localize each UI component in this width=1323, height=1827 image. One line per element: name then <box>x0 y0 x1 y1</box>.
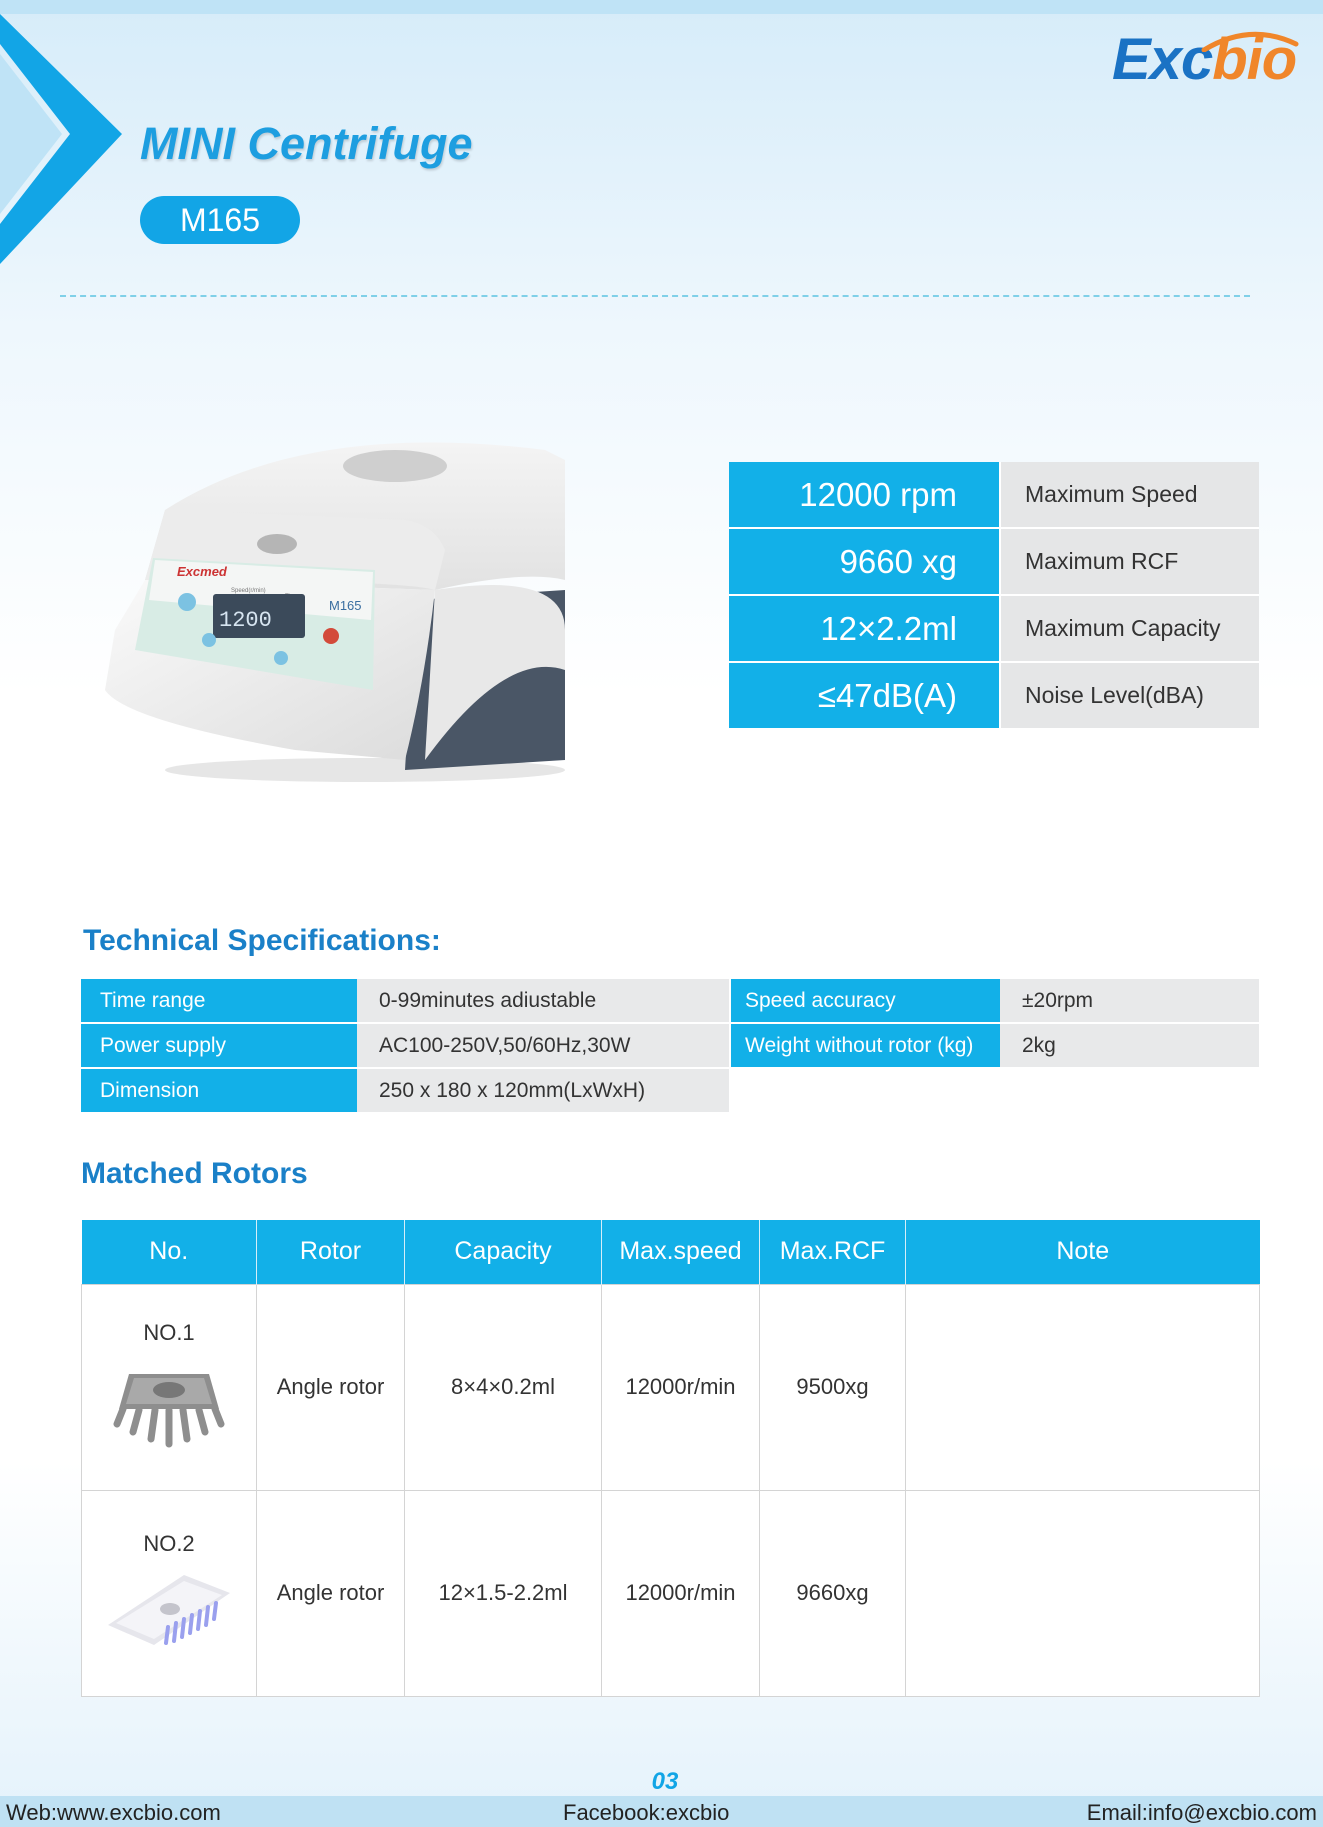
rotor-no-label: NO.1 <box>143 1319 195 1345</box>
angle-rotor-12-tube-image <box>104 1565 234 1650</box>
col-header-no: No. <box>82 1220 257 1284</box>
rotor-capacity-cell: 12×1.5-2.2ml <box>405 1490 602 1696</box>
centrifuge-product-image <box>105 430 575 790</box>
logo-text-bio: bio <box>1212 27 1297 92</box>
key-spec-row <box>729 529 1259 596</box>
rotor-note-cell <box>906 1490 1260 1696</box>
spec-value: ±20rpm <box>1000 979 1259 1024</box>
panel-brand-text: Excmed <box>177 564 227 579</box>
rotor-no-cell <box>82 1284 257 1490</box>
key-spec-value: 9660 xg <box>729 529 999 596</box>
rotor-no-cell <box>82 1490 257 1696</box>
key-spec-label: Maximum Capacity <box>999 596 1259 663</box>
col-header-rotor: Rotor <box>257 1220 405 1284</box>
table-row <box>82 1490 1260 1696</box>
panel-speed-label: Speed(r/min) <box>231 588 266 594</box>
spec-value: AC100-250V,50/60Hz,30W <box>357 1024 729 1069</box>
excbio-logo <box>1112 26 1296 93</box>
rotor-max-rcf-cell: 9660xg <box>760 1490 906 1696</box>
key-spec-row <box>729 663 1259 730</box>
key-spec-value: 12×2.2ml <box>729 596 999 663</box>
spec-key: Speed accuracy <box>729 979 1000 1024</box>
rotor-type-cell: Angle rotor <box>257 1490 405 1696</box>
model-badge: M165 <box>140 196 300 244</box>
top-strip <box>0 0 1323 14</box>
logo-arc-icon <box>1200 28 1300 52</box>
spec-key: Weight without rotor (kg) <box>729 1024 1000 1069</box>
chevron-decoration <box>0 14 130 264</box>
rotor-type-cell: Angle rotor <box>257 1284 405 1490</box>
col-header-capacity: Capacity <box>405 1220 602 1284</box>
key-spec-label: Noise Level(dBA) <box>999 663 1259 730</box>
page-number: 03 <box>651 1768 679 1795</box>
rotor-no-label: NO.2 <box>143 1530 195 1556</box>
spec-empty-cell <box>1000 1069 1259 1114</box>
tech-specs-table <box>81 979 1259 1114</box>
spec-value: 0-99minutes adiustable <box>357 979 729 1024</box>
angle-rotor-8-strip-image <box>109 1354 229 1449</box>
dashed-divider <box>60 295 1250 297</box>
page-title: MINI Centrifuge <box>140 118 473 169</box>
spec-row <box>81 1069 1259 1114</box>
spec-row <box>81 1024 1259 1069</box>
rotors-table <box>81 1220 1260 1697</box>
rotor-max-rcf-cell: 9500xg <box>760 1284 906 1490</box>
rotor-note-cell <box>906 1284 1260 1490</box>
tech-specs-heading: Technical Specifications: <box>83 924 441 957</box>
rotor-max-speed-cell: 12000r/min <box>602 1490 760 1696</box>
footer-email: Email:info@excbio.com <box>1086 1800 1317 1825</box>
key-spec-row <box>729 462 1259 529</box>
key-spec-label: Maximum RCF <box>999 529 1259 596</box>
spec-key: Time range <box>81 979 357 1024</box>
key-spec-value: ≤47dB(A) <box>729 663 999 730</box>
rotors-heading: Matched Rotors <box>81 1157 308 1190</box>
rotors-header-row <box>82 1220 1260 1284</box>
spec-empty-cell <box>729 1069 1000 1114</box>
col-header-note: Note <box>906 1220 1260 1284</box>
panel-model-text: M165 <box>329 598 362 613</box>
panel-display-text: 1200 <box>219 608 272 633</box>
rotor-max-speed-cell: 12000r/min <box>602 1284 760 1490</box>
footer-website: Web:www.excbio.com <box>6 1800 221 1825</box>
table-row <box>82 1284 1260 1490</box>
spec-key: Dimension <box>81 1069 357 1114</box>
key-specs-table <box>729 462 1259 730</box>
logo-text-exc: Exc <box>1112 27 1213 92</box>
spec-key: Power supply <box>81 1024 357 1069</box>
spec-value: 250 x 180 x 120mm(LxWxH) <box>357 1069 729 1114</box>
rotor-capacity-cell: 8×4×0.2ml <box>405 1284 602 1490</box>
key-spec-label: Maximum Speed <box>999 462 1259 529</box>
footer-bar <box>0 1796 1323 1827</box>
col-header-max-rcf: Max.RCF <box>760 1220 906 1284</box>
spec-row <box>81 979 1259 1024</box>
col-header-max-speed: Max.speed <box>602 1220 760 1284</box>
key-spec-row <box>729 596 1259 663</box>
spec-value: 2kg <box>1000 1024 1259 1069</box>
footer-facebook: Facebook:excbio <box>563 1800 730 1825</box>
key-spec-value: 12000 rpm <box>729 462 999 529</box>
